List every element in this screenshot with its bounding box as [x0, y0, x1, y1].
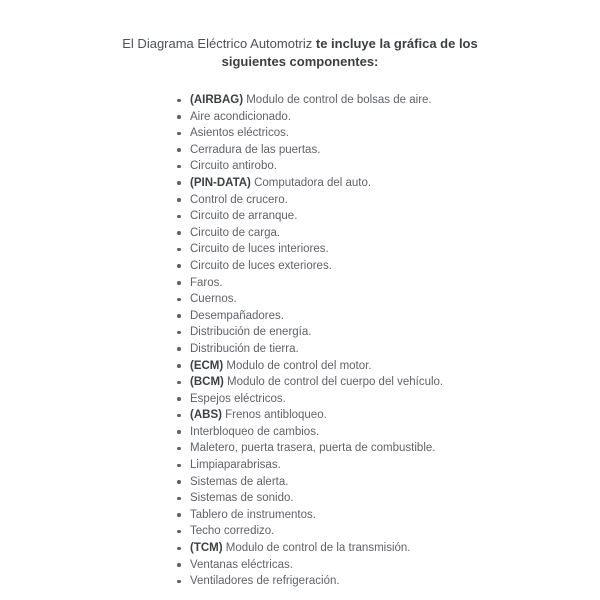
list-item — [190, 241, 600, 258]
list-item — [190, 275, 600, 292]
bullet-icon — [177, 414, 181, 418]
bullet-icon — [177, 181, 181, 185]
component-list — [0, 70, 600, 590]
bullet-icon — [177, 347, 181, 351]
list-item — [190, 258, 600, 275]
item-text: Maletero, puerta trasera, puerta de combustible. — [190, 442, 436, 455]
bullet-icon — [177, 447, 181, 451]
item-text: Espejos eléctricos. — [190, 392, 286, 405]
bullet-icon — [177, 115, 181, 119]
item-code: (ABS) — [190, 409, 226, 422]
bullet-icon — [177, 132, 181, 136]
list-item — [190, 557, 600, 574]
list-item — [190, 540, 600, 557]
bullet-icon — [177, 298, 181, 302]
list-item — [190, 291, 600, 308]
page-title — [100, 0, 500, 70]
item-text: Modulo de control del cuerpo del vehículo. — [227, 376, 444, 389]
item-text: Asientos eléctricos. — [190, 127, 290, 140]
item-code: (AIRBAG) — [190, 94, 247, 106]
list-item — [190, 391, 600, 408]
list-item — [190, 208, 600, 225]
list-item — [190, 440, 600, 457]
list-item — [190, 109, 600, 126]
bullet-icon — [177, 513, 181, 517]
bullet-icon — [177, 563, 181, 567]
item-text: Circuito de arranque. — [190, 210, 298, 223]
bullet-icon — [177, 580, 181, 584]
item-text: Distribución de energía. — [190, 326, 312, 339]
list-item — [190, 523, 600, 540]
list-item — [190, 92, 600, 109]
list-item — [190, 507, 600, 524]
item-code: (PIN-DATA) — [190, 176, 255, 189]
bullet-icon — [177, 381, 181, 385]
item-code: (ECM) — [190, 359, 227, 372]
bullet-icon — [177, 364, 181, 368]
bullet-icon — [177, 480, 181, 484]
bullet-icon — [177, 165, 181, 169]
bullet-icon — [177, 314, 181, 318]
bullet-icon — [177, 248, 181, 252]
item-text: Aire acondicionado. — [190, 110, 292, 123]
item-text: Distribución de tierra. — [190, 342, 299, 355]
bullet-icon — [177, 99, 181, 103]
list-item — [190, 158, 600, 175]
bullet-icon — [177, 231, 181, 235]
bullet-icon — [177, 530, 181, 534]
item-text: Limpiaparabrisas. — [190, 459, 281, 472]
list-item — [190, 424, 600, 441]
item-text: Techo corredizo. — [190, 525, 275, 538]
item-text: Cerradura de las puertas. — [190, 143, 321, 156]
item-text: Faros. — [190, 276, 223, 289]
item-text: Interbloqueo de cambios. — [190, 425, 320, 438]
item-text: Circuito antirobo. — [190, 160, 277, 173]
item-text: Sistemas de sonido. — [190, 492, 294, 505]
item-text: Control de crucero. — [190, 193, 288, 206]
item-text: Cuernos. — [190, 293, 237, 306]
item-text: Ventiladores de refrigeración. — [190, 575, 340, 588]
list-item — [190, 324, 600, 341]
list-item — [190, 175, 600, 192]
item-text: Modulo de control de la transmisión. — [225, 542, 411, 555]
bullet-icon — [177, 464, 181, 468]
list-item — [190, 225, 600, 242]
item-text: Computadora del auto. — [254, 176, 372, 189]
item-text: Tablero de instrumentos. — [190, 508, 316, 521]
page-title-bold: te incluye la gráfica de los siguientes componentes: — [221, 36, 478, 69]
bullet-icon — [177, 430, 181, 434]
bullet-icon — [177, 148, 181, 152]
item-text: Desempañadores. — [190, 309, 284, 322]
list-item — [190, 192, 600, 209]
item-text: Frenos antibloqueo. — [225, 409, 327, 422]
bullet-icon — [177, 331, 181, 335]
bullet-icon — [177, 198, 181, 202]
page-title-normal: El Diagrama Eléctrico Automotriz — [122, 36, 316, 51]
list-item — [190, 457, 600, 474]
item-code: (BCM) — [190, 376, 228, 389]
bullet-icon — [177, 497, 181, 501]
list-item — [190, 407, 600, 424]
list-item — [190, 573, 600, 590]
bullet-icon — [177, 215, 181, 219]
item-text: Modulo de control de bolsas de aire. — [246, 94, 432, 106]
item-text: Ventanas eléctricas. — [190, 558, 293, 571]
list-item — [190, 474, 600, 491]
item-text: Circuito de luces interiores. — [190, 243, 329, 256]
list-item — [190, 142, 600, 159]
list-item — [190, 374, 600, 391]
list-item — [190, 358, 600, 375]
bullet-icon — [177, 397, 181, 401]
item-text: Circuito de carga. — [190, 226, 281, 239]
bullet-icon — [177, 547, 181, 551]
item-text: Sistemas de alerta. — [190, 475, 289, 488]
list-item — [190, 125, 600, 142]
list-item — [190, 490, 600, 507]
list-item — [190, 308, 600, 325]
bullet-icon — [177, 281, 181, 285]
item-text: Circuito de luces exteriores. — [190, 259, 332, 272]
list-item — [190, 341, 600, 358]
item-text: Modulo de control del motor. — [226, 359, 372, 372]
item-code: (TCM) — [190, 542, 226, 555]
bullet-icon — [177, 264, 181, 268]
